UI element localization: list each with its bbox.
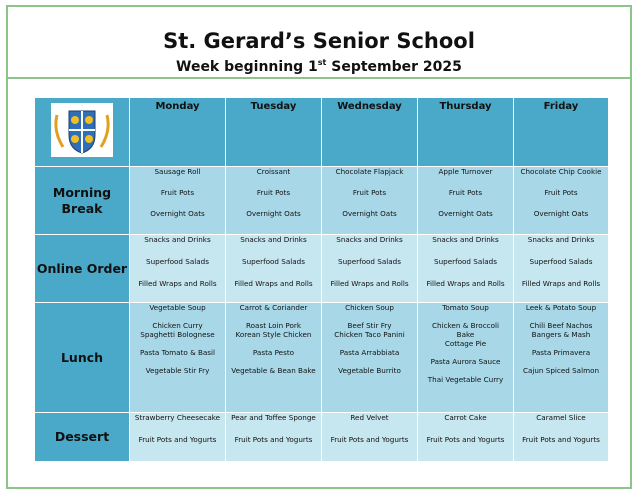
day-header-thursday: Thursday <box>418 98 514 167</box>
day-header-wednesday: Wednesday <box>322 98 418 167</box>
menu-cell: Snacks and Drinks Superfood Salads Filled Wraps and Rolls <box>514 235 609 303</box>
lunch-row <box>35 303 609 413</box>
page-title: St. Gerard’s Senior School <box>163 29 475 53</box>
dessert-row <box>35 413 609 462</box>
days-row <box>35 98 609 167</box>
row-label-lunch: Lunch <box>35 303 130 413</box>
menu-cell: Tomato Soup Chicken & Broccoli Bake Cottage Pie Pasta Aurora Sauce Thai Vegetable Curry <box>418 303 514 413</box>
day-header-tuesday: Tuesday <box>226 98 322 167</box>
menu-cell: Leek & Potato Soup Chili Beef Nachos Bangers & Mash Pasta Primavera Cajun Spiced Salmon <box>514 303 609 413</box>
menu-cell: Pear and Toffee Sponge Fruit Pots and Yogurts <box>226 413 322 462</box>
day-header-monday: Monday <box>130 98 226 167</box>
week-subtitle: Week beginning 1st September 2025 <box>176 58 462 75</box>
menu-cell: Carrot & Coriander Roast Loin Pork Korean Style Chicken Pasta Pesto Vegetable & Bean Bake <box>226 303 322 413</box>
menu-cell: Snacks and Drinks Superfood Salads Filled Wraps and Rolls <box>322 235 418 303</box>
menu-cell: Snacks and Drinks Superfood Salads Filled Wraps and Rolls <box>226 235 322 303</box>
school-crest-logo <box>51 103 113 157</box>
logo-cell <box>35 98 130 167</box>
menu-cell: Vegetable Soup Chicken Curry Spaghetti Bolognese Pasta Tomato & Basil Vegetable Stir Fry <box>130 303 226 413</box>
menu-cell: Apple Turnover Fruit Pots Overnight Oats <box>418 167 514 235</box>
menu-cell: Strawberry Cheesecake Fruit Pots and Yogurts <box>130 413 226 462</box>
day-header-friday: Friday <box>514 98 609 167</box>
menu-table <box>34 97 609 462</box>
menu-cell: Red Velvet Fruit Pots and Yogurts <box>322 413 418 462</box>
row-label-online-order: Online Order <box>35 235 130 303</box>
header <box>8 7 630 79</box>
menu-cell: Chicken Soup Beef Stir Fry Chicken Taco Panini Pasta Arrabbiata Vegetable Burrito <box>322 303 418 413</box>
menu-cell: Chocolate Flapjack Fruit Pots Overnight Oats <box>322 167 418 235</box>
row-label-morning-break: Morning Break <box>35 167 130 235</box>
menu-cell: Chocolate Chip Cookie Fruit Pots Overnight Oats <box>514 167 609 235</box>
online-order-row <box>35 235 609 303</box>
menu-cell: Carrot Cake Fruit Pots and Yogurts <box>418 413 514 462</box>
menu-cell: Caramel Slice Fruit Pots and Yogurts <box>514 413 609 462</box>
menu-cell: Croissant Fruit Pots Overnight Oats <box>226 167 322 235</box>
menu-cell: Snacks and Drinks Superfood Salads Filled Wraps and Rolls <box>418 235 514 303</box>
menu-cell: Snacks and Drinks Superfood Salads Filled Wraps and Rolls <box>130 235 226 303</box>
row-label-dessert: Dessert <box>35 413 130 462</box>
menu-cell: Sausage Roll Fruit Pots Overnight Oats <box>130 167 226 235</box>
morning-break-row <box>35 167 609 235</box>
